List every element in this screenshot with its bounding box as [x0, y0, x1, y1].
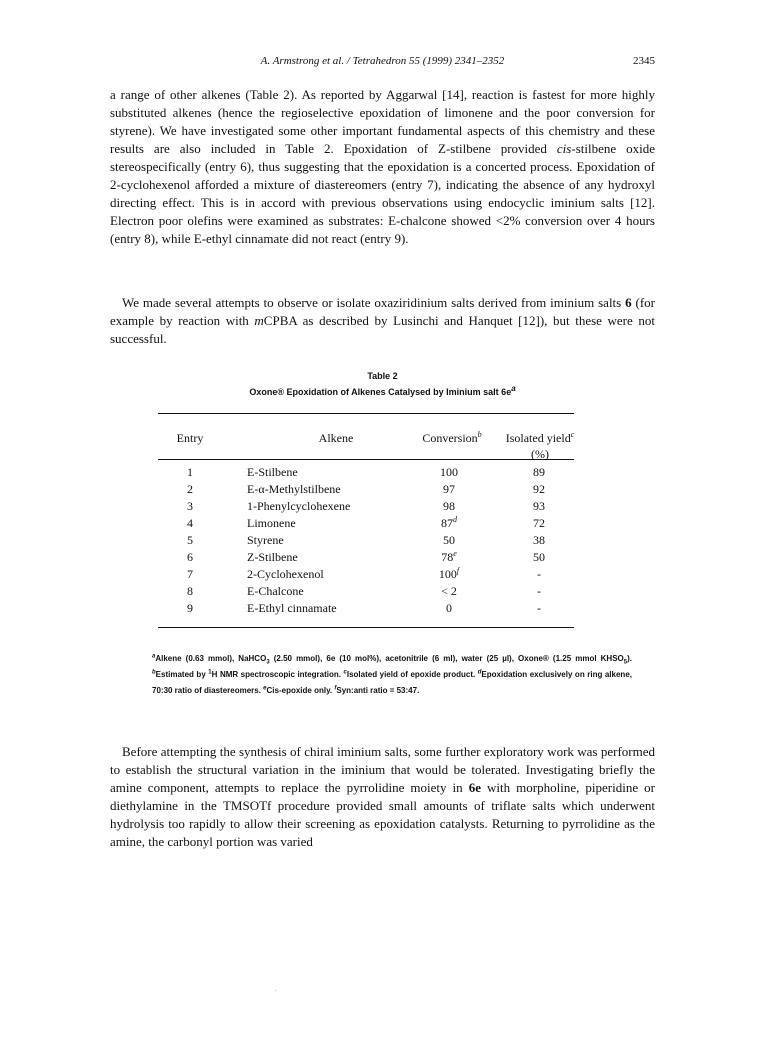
- table-caption: [110, 384, 655, 397]
- paragraph-chiral-iminium: [110, 743, 655, 851]
- footnote-c-text: Isolated yield of epoxide product.: [346, 670, 478, 679]
- p1-text-c: -stilbene oxide stereospecifically (entry 6), thus suggesting that the epoxidation is a concerted process. Epoxidation of 2-cyclohexenol afforded a mixture of diastereomers (entry 7), indicating the absence of any hydroxyl directing effect. This is in accord with previous observations using endocyclic iminium salts [12]. Electron poor olefins were examined as substrates: E-chalcone showed <2% conversion over 4 hours (entry 8), while E-ethyl cinnamate did not react (entry 9).: [110, 141, 655, 246]
- cell-entry: 1: [187, 465, 193, 479]
- cell-conversion-value: < 2: [441, 584, 457, 598]
- cell-yield: 72: [533, 516, 545, 530]
- cell-conversion-value: 78: [441, 550, 454, 564]
- table-footnotes: [152, 651, 632, 699]
- footnote-d-marker: d: [477, 669, 482, 676]
- cell-conversion: [418, 566, 480, 583]
- cell-entry: 6: [187, 550, 193, 564]
- cell-conversion-value: 0: [446, 601, 452, 615]
- cell-conversion-footnote: f: [456, 566, 460, 575]
- table-row: [0, 600, 768, 617]
- cell-conversion: [418, 549, 480, 566]
- cell-conversion: [418, 481, 480, 498]
- table-row: [0, 515, 768, 532]
- col-header-yield: [494, 430, 586, 446]
- cell-yield: -: [537, 584, 541, 598]
- cell-conversion: [418, 515, 480, 532]
- table-row: [0, 481, 768, 498]
- cell-alkene: Z-Stilbene: [247, 550, 298, 564]
- cell-yield: 92: [533, 482, 545, 496]
- running-header: [110, 55, 655, 71]
- cell-conversion-value: 97: [443, 482, 455, 496]
- cell-entry: 3: [187, 499, 193, 513]
- footnote-b-nucleus: 1: [208, 669, 212, 676]
- col-header-entry: Entry: [176, 431, 204, 445]
- cell-yield: 93: [533, 499, 545, 513]
- footnote-b-text-2: H NMR spectroscopic integration.: [211, 670, 344, 679]
- p1-text-a: a range of other alkenes (Table 2). As reported by Aggarwal [14], reaction is fastest for more highly substituted alkenes (hence the regioselective epoxidation of limonene and the poor conversion for styrene). We have investigated some other important fundamental aspects of this chemistry and these results are also included in Table 2. Epoxidation of Z-stilbene provided: [110, 87, 655, 156]
- cell-conversion-value: 100: [440, 465, 458, 479]
- p2-text-a: We made several attempts to observe or isolate oxaziridinium salts derived from iminium salts: [122, 295, 626, 310]
- col-header-yield-sup: c: [570, 430, 575, 439]
- cell-yield: -: [537, 601, 541, 615]
- p3-compound-6e: 6e: [468, 780, 481, 795]
- p1-text-cis: cis: [556, 141, 572, 156]
- footnote-a-marker: a: [152, 653, 156, 660]
- cell-alkene: Limonene: [247, 516, 296, 530]
- table-row: [0, 532, 768, 549]
- cell-alkene: E-Stilbene: [247, 465, 298, 479]
- table-row: [0, 566, 768, 583]
- table-row: [0, 464, 768, 481]
- col-header-conversion-sup: b: [477, 430, 482, 439]
- footnote-e-text: Cis-epoxide only.: [266, 686, 335, 695]
- footnote-a-sub-2: 5: [623, 659, 628, 666]
- cell-alkene: E-Ethyl cinnamate: [247, 601, 337, 615]
- table-header-rule: [158, 459, 574, 460]
- cell-alkene: 1-Phenylcyclohexene: [247, 499, 351, 513]
- footnote-a-text-2: (2.50 mmol), 6e (10 mol%), acetonitrile (6 ml), water (25 µl), Oxone® (1.25 mmol KHSO: [269, 654, 624, 663]
- cell-alkene: 2-Cyclohexenol: [247, 567, 324, 581]
- p2-text-c: (for example by reaction with: [110, 295, 655, 328]
- table-row: [0, 583, 768, 600]
- running-title: A. Armstrong et al. / Tetrahedron 55 (1999) 2341–2352: [260, 55, 505, 67]
- cell-conversion: [418, 600, 480, 617]
- footnote-b-text-1: Estimated by: [155, 670, 209, 679]
- cell-conversion-footnote: d: [453, 515, 457, 524]
- cell-conversion-value: 50: [443, 533, 455, 547]
- table-caption-sup: a: [511, 384, 516, 393]
- col-header-conversion: [412, 430, 492, 446]
- cell-entry: 2: [187, 482, 193, 496]
- footnote-d-text: Epoxidation exclusively on ring alkene, 70:30 ratio of diastereomers.: [152, 670, 632, 695]
- footnote-a-text-1: Alkene (0.63 mmol), NaHCO: [155, 654, 267, 663]
- p3-text-c: with morpholine, piperidine or diethylamine in the TMSOTf procedure provided small amounts of triflate salts which underwent hydrolysis too rapidly to allow their screening as epoxidation catalysts. Returning to pyrrolidine as the amine, the carbonyl portion was varied: [110, 780, 655, 849]
- cell-yield: -: [537, 567, 541, 581]
- footnote-a-text-3: ).: [627, 654, 632, 663]
- cell-entry: 4: [187, 516, 193, 530]
- page-number: 2345: [633, 55, 655, 67]
- footnote-b-marker: b: [152, 669, 156, 676]
- table-row: [0, 549, 768, 566]
- col-header-alkene: Alkene: [318, 431, 354, 445]
- p3-text-a: Before attempting the synthesis of chiral iminium salts, some further exploratory work was performed to establish the structural variation in the iminium that would be tolerated. Investigating briefly the amine component, attempts to replace the pyrrolidine moiety in: [110, 744, 655, 795]
- p2-compound-6: 6: [625, 295, 632, 310]
- cell-entry: 5: [187, 533, 193, 547]
- cell-entry: 7: [187, 567, 193, 581]
- cell-conversion: [418, 532, 480, 549]
- cell-yield: 38: [533, 533, 545, 547]
- scan-speck: [275, 990, 276, 991]
- table-top-rule: [158, 413, 574, 414]
- table-row: [0, 498, 768, 515]
- cell-conversion: [418, 498, 480, 515]
- footnote-f-text: Syn:anti ratio = 53:47.: [336, 686, 420, 695]
- cell-entry: 8: [187, 584, 193, 598]
- p2-text-e: CPBA as described by Lusinchi and Hanquet [12]), but these were not successful.: [110, 313, 655, 346]
- col-header-yield-text: Isolated yield: [505, 431, 571, 445]
- footnote-c-marker: c: [343, 669, 347, 676]
- cell-entry: 9: [187, 601, 193, 615]
- cell-conversion-value: 100: [438, 567, 457, 581]
- footnote-f-marker: f: [334, 685, 337, 692]
- table-title: Table 2: [367, 371, 398, 381]
- p2-text-m: m: [254, 313, 264, 328]
- cell-alkene: Styrene: [247, 533, 284, 547]
- col-header-yield-unit: (%): [531, 447, 549, 461]
- cell-yield: 50: [533, 550, 545, 564]
- cell-conversion-footnote: e: [453, 549, 457, 558]
- cell-conversion: [418, 583, 480, 600]
- footnote-a-sub-1: 3: [266, 659, 270, 666]
- col-header-conversion-text: Conversion: [422, 431, 478, 445]
- cell-alkene: E-α-Methylstilbene: [247, 482, 341, 496]
- paragraph-table2-discussion: [110, 86, 655, 248]
- cell-yield: 89: [533, 465, 545, 479]
- cell-alkene: E-Chalcone: [247, 584, 304, 598]
- footnote-e-marker: e: [263, 685, 267, 692]
- paragraph-oxaziridinium: [110, 294, 655, 348]
- table-caption-text: Oxone® Epoxidation of Alkenes Catalysed by Iminium salt 6e: [249, 387, 512, 397]
- table-bottom-rule: [158, 627, 574, 628]
- cell-conversion-value: 98: [443, 499, 455, 513]
- cell-conversion: [418, 464, 480, 481]
- cell-conversion-value: 87: [441, 516, 453, 530]
